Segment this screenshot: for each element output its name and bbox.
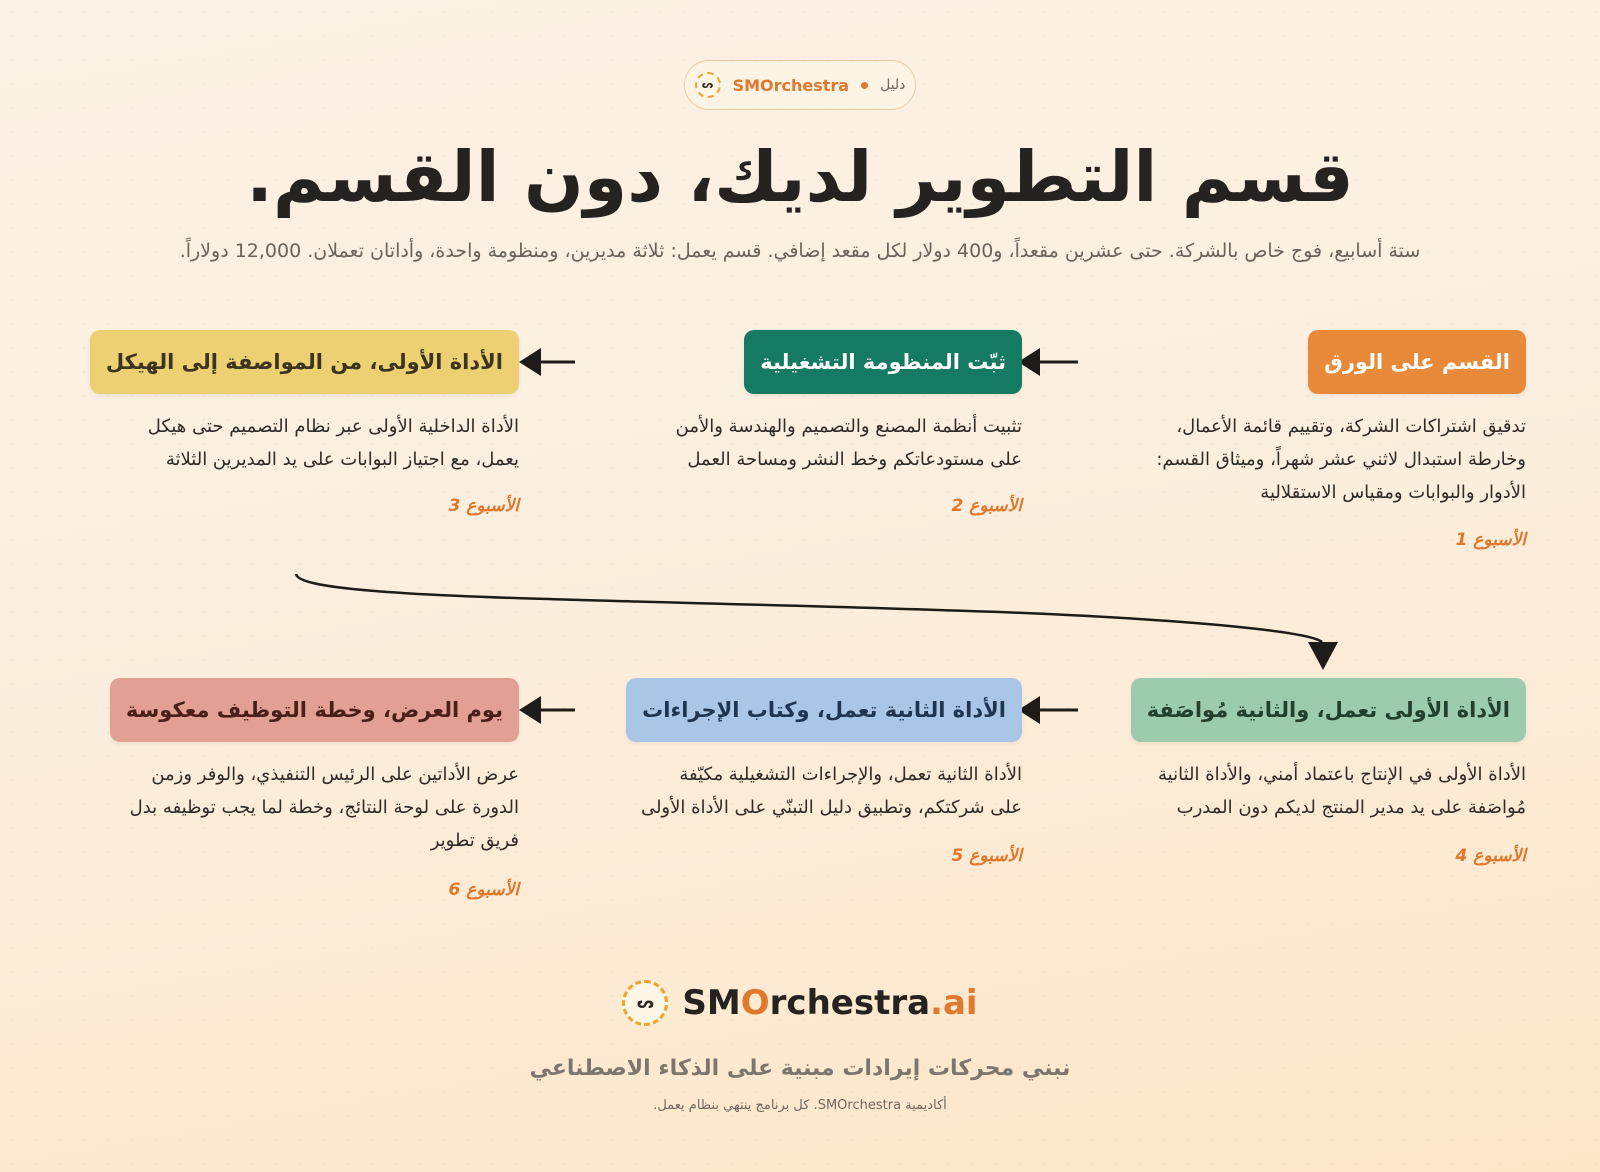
stage-6-desc-line: عرض الأداتين على الرئيس التنفيذي، والوفر وزمن [151, 764, 519, 785]
stage-2-description [582, 410, 1022, 476]
stage-3-week: الأسبوع 3 [448, 496, 519, 516]
badge-tag: دليل [880, 77, 906, 93]
stage-5-week: الأسبوع 5 [951, 846, 1022, 866]
footer-wordmark [682, 983, 977, 1023]
stage-6-week: الأسبوع 6 [448, 880, 519, 900]
row2-arrow-1 [1018, 696, 1078, 724]
footer-fineprint: أكاديمية SMOrchestra. كل برنامج ينتهي بنظام يعمل. [653, 1098, 947, 1113]
stage-4-pill: الأداة الأولى تعمل، والثانية مُواصَفة [1131, 678, 1526, 742]
wordmark-rest: rchestra [769, 983, 931, 1023]
stage-1-pill: القسم على الورق [1308, 330, 1526, 394]
stage-1-week: الأسبوع 1 [1455, 530, 1526, 550]
stage-2-desc-line: على مستودعاتكم وخط النشر ومساحة العمل [687, 449, 1022, 470]
stage-2-week: الأسبوع 2 [951, 496, 1022, 516]
row1-arrow-2 [519, 348, 575, 376]
wordmark-o: O [740, 983, 770, 1023]
page-subtitle: ستة أسابيع، فوج خاص بالشركة. حتى عشرين مقعداً، و400 دولار لكل مقعد إضافي. قسم يعمل: ثلاثة مديرين، ومنظومة واحدة، وأداتان تعملان. 12,000 دولاراً. [179, 240, 1421, 262]
wrap-arrow [296, 574, 1338, 670]
stage-4-desc-line: مُواصَفة على يد مدير المنتج لديكم دون المدرب [1176, 797, 1526, 818]
stage-1-description [1066, 410, 1526, 509]
footer-logo [0, 980, 1600, 1026]
wordmark-suffix: .ai [930, 983, 978, 1023]
row1-arrow-1 [1018, 348, 1078, 376]
stage-4-desc-line: الأداة الأولى في الإنتاج باعتماد أمني، والأداة الثانية [1158, 764, 1526, 785]
stage-5-desc-line: على شركتكم، وتطبيق دليل التبنّي على الأداة الأولى [640, 797, 1022, 818]
stage-6-desc-line: فريق تطوير [430, 830, 519, 851]
brand-logo-icon: ᔕ [695, 72, 721, 98]
footer-logo-icon: ᔕ [622, 980, 668, 1026]
row2-arrow-2 [519, 696, 575, 724]
stage-3-desc-line: الأداة الداخلية الأولى عبر نظام التصميم حتى هيكل [147, 416, 519, 437]
stage-5-desc-line: الأداة الثانية تعمل، والإجراءات التشغيلية مكيّفة [679, 764, 1022, 785]
stage-2-pill: ثبّت المنظومة التشغيلية [744, 330, 1022, 394]
stage-5-description [572, 758, 1022, 824]
stage-5-pill: الأداة الثانية تعمل، وكتاب الإجراءات [626, 678, 1022, 742]
page-title: قسم التطوير لديك، دون القسم. [246, 136, 1354, 218]
footer-tagline: نبني محركات إيرادات مبنية على الذكاء الاصطناعي [529, 1056, 1071, 1081]
stage-6-pill: يوم العرض، وخطة التوظيف معكوسة [110, 678, 519, 742]
stage-3-desc-line: يعمل، مع اجتياز البوابات على يد المديرين الثلاثة [165, 449, 519, 470]
badge-brand: SMOrchestra [732, 75, 850, 95]
wordmark-prefix: SM [682, 983, 741, 1023]
stage-3-pill: الأداة الأولى، من المواصفة إلى الهيكل [90, 330, 519, 394]
stage-6-desc-line: الدورة على لوحة النتائج، وخطة لما يجب توظيفه بدل [129, 797, 519, 818]
stage-1-desc-line: الأدوار والبوابات ومقياس الاستقلالية [1260, 482, 1526, 503]
stage-4-week: الأسبوع 4 [1455, 846, 1526, 866]
stage-2-desc-line: تثبيت أنظمة المصنع والتصميم والهندسة والأمن [675, 416, 1022, 437]
stage-6-description [69, 758, 519, 857]
stage-1-desc-line: وخارطة استبدال لاثني عشر شهراً، وميثاق القسم: [1156, 449, 1526, 470]
stage-4-description [1066, 758, 1526, 824]
stage-3-description [79, 410, 519, 476]
stage-1-desc-line: تدقيق اشتراكات الشركة، وتقييم قائمة الأعمال، [1176, 416, 1526, 437]
